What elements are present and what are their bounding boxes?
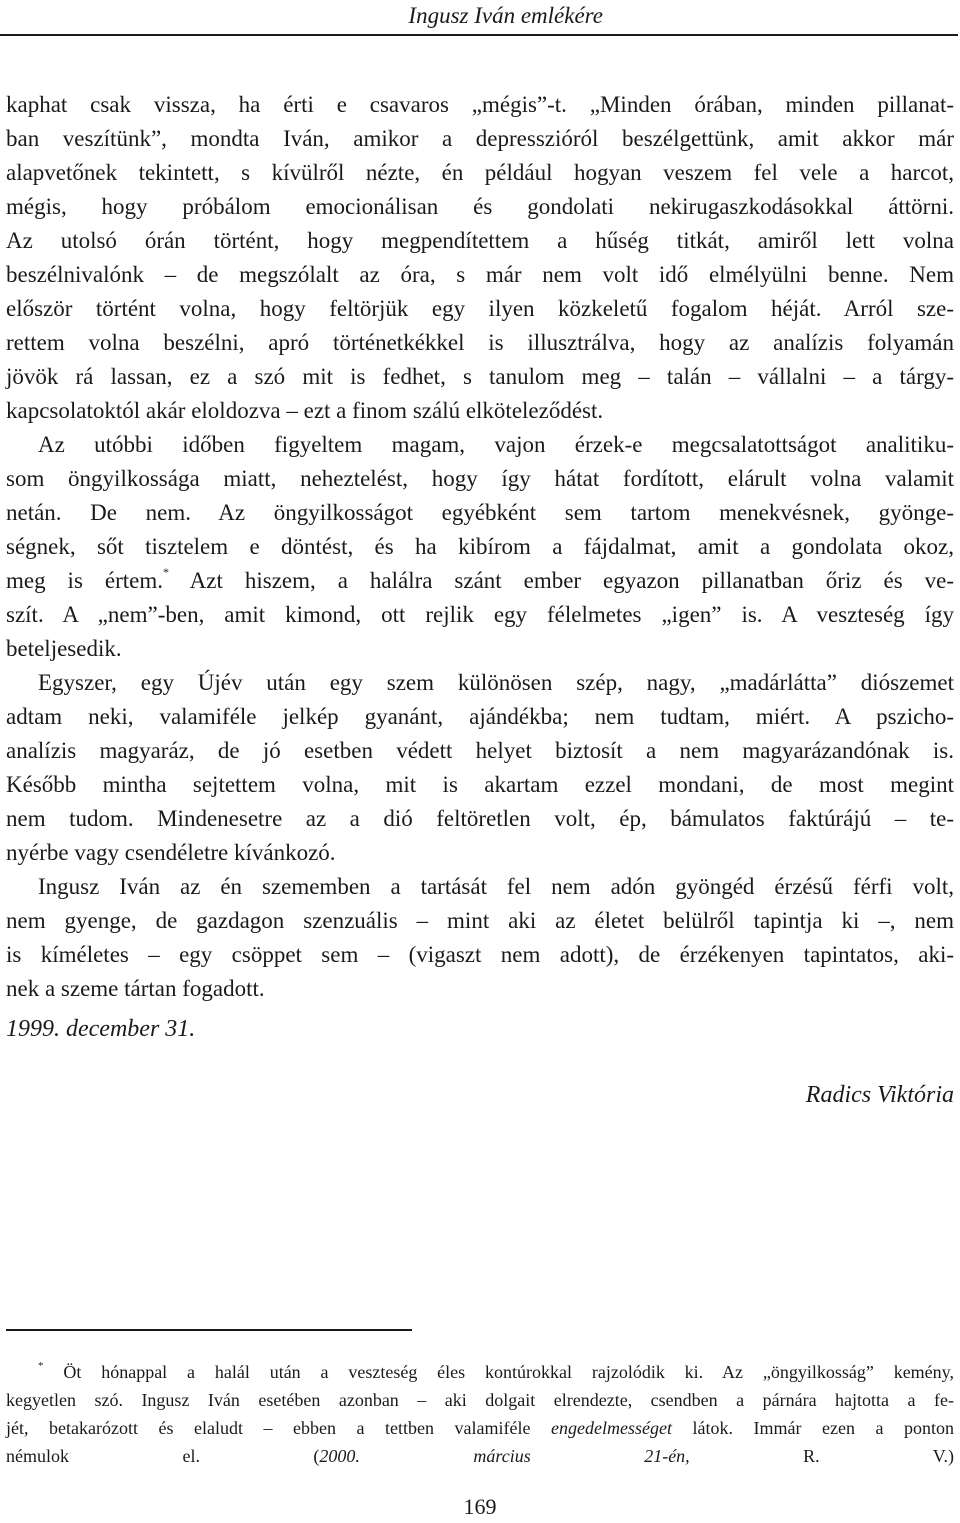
running-header-title: Ingusz Iván emlékére <box>408 3 603 28</box>
date-line: 1999. december 31. <box>6 1016 196 1042</box>
footnote-line <box>6 1414 954 1442</box>
footnote-line: kegyetlen szó. Ingusz Iván esetében azonban – aki dolgait elrendezte, csendben a párnára hajtotta a fe- <box>6 1390 954 1410</box>
text-line: ségnek, sőt tisztelem e döntést, és ha kibírom a fájdalmat, amit a gondolata okoz, <box>6 534 954 559</box>
text-line: netán. De nem. Az öngyilkosságot egyébként sem tartom menekvésnek, gyönge- <box>6 500 954 525</box>
text-line: Egyszer, egy Újév után egy szem különösen szép, nagy, „madárlátta” diószemet <box>38 670 954 695</box>
paragraph-4 <box>6 870 954 1006</box>
text-line: adtam neki, valamiféle jelkép gyanánt, ajándékba; nem tudtam, miért. A pszicho- <box>6 704 954 729</box>
footnote-text: látok. Immár ezen a ponton <box>671 1418 954 1438</box>
footnote <box>6 1358 954 1470</box>
text-line: analízis magyaráz, de jó esetben védett helyet biztosít a nem magyarázandónak is. <box>6 738 954 763</box>
footnote-text: R. V.) <box>689 1446 954 1466</box>
text-line: Ingusz Iván az én szememben a tartását fel nem adón gyöngéd érzésű férfi volt, <box>38 874 954 899</box>
running-header <box>0 0 958 36</box>
footnote-line <box>6 1358 954 1386</box>
footnote-reference-marker[interactable]: * <box>162 565 169 579</box>
footnote-emphasis: 2000. március 21-én, <box>319 1446 690 1466</box>
text-line: szít. A „nem”-ben, amit kimond, ott rejlik egy félelmetes „igen” is. A veszteség így <box>6 602 954 627</box>
text-line: rettem volna beszélni, apró történetkékkel is illusztrálva, hogy az analízis folyamán <box>6 330 954 355</box>
paragraph-2 <box>6 428 954 666</box>
footnote-emphasis: engedelmességet <box>551 1418 672 1438</box>
footnote-line <box>6 1442 954 1470</box>
text-line: nem tudom. Mindenesetre az a dió feltöretlen volt, ép, bámulatos faktúrájú – te- <box>6 806 954 831</box>
author-signature: Radics Viktória <box>805 1082 954 1108</box>
text-line: mégis, hogy próbálom emocionálisan és gondolati nekirugaszkodásokkal áttörni. <box>6 194 954 219</box>
footnote-text: Öt hónappal a halál után a veszteség éles kontúrokkal rajzolódik ki. Az „öngyilkosság” kemény, <box>63 1362 954 1382</box>
text-line: kapcsolatoktól akár eloldozva – ezt a finom szálú elköteleződést. <box>6 398 604 423</box>
text-line: először történt volna, hogy feltörjük egy ilyen közkeletű fogalom héját. Arról sze- <box>6 296 954 321</box>
text-line: beszélnivalónk – de megszólalt az óra, s már nem volt idő elmélyülni benne. Nem <box>6 262 954 287</box>
text-line: jövök rá lassan, ez a szó mit is fedhet, s tanulom meg – talán – vállalni – a tárgy- <box>6 364 954 389</box>
footnote-text: jét, betakarózott és elaludt – ebben a tettben valamiféle <box>6 1418 552 1438</box>
footnote-divider <box>6 1329 412 1331</box>
text-segment: meg is értem. <box>6 568 163 593</box>
text-line: nyérbe vagy csendéletre kívánkozó. <box>6 840 336 865</box>
text-line: alapvetőnek tekintett, s kívülről nézte, én például hogyan veszem fel vele a harcot, <box>6 160 954 185</box>
text-line: Később mintha sejtettem volna, mit is akartam ezzel mondani, de most megint <box>6 772 954 797</box>
footnote-text: némulok el. ( <box>6 1446 320 1466</box>
footnote-marker: * <box>38 1360 44 1372</box>
text-line: beteljesedik. <box>6 636 122 661</box>
page-number: 169 <box>463 1494 497 1519</box>
text-line: nek a szeme tártan fogadott. <box>6 976 265 1001</box>
paragraph-1 <box>6 88 954 428</box>
text-line: Az utóbbi időben figyeltem magam, vajon érzek-e megcsalatottságot analitiku- <box>38 432 954 457</box>
paragraph-3 <box>6 666 954 870</box>
text-line: Az utolsó órán történt, hogy megpendítettem a hűség titkát, amiről lett volna <box>6 228 954 253</box>
article-body <box>6 88 954 1006</box>
text-line: kaphat csak vissza, ha érti e csavaros „mégis”-t. „Minden órában, minden pillanat- <box>6 92 954 117</box>
text-line: is kíméletes – egy csöppet sem – (vigaszt nem adott), de érzékenyen tapintatos, aki- <box>6 942 954 967</box>
text-line: ban veszítünk”, mondta Iván, amikor a depresszióról beszélgettünk, amit akkor már <box>6 126 954 151</box>
text-line-with-footnote-ref <box>6 564 954 598</box>
text-segment: Azt hiszem, a halálra szánt ember egyazon pillanatban őriz és ve- <box>168 568 955 593</box>
text-line: som öngyilkossága miatt, neheztelést, hogy így hátat fordított, elárult volna valamit <box>6 466 954 491</box>
text-line: nem gyenge, de gazdagon szenzuális – mint aki az életet belülről tapintja ki –, nem <box>6 908 954 933</box>
